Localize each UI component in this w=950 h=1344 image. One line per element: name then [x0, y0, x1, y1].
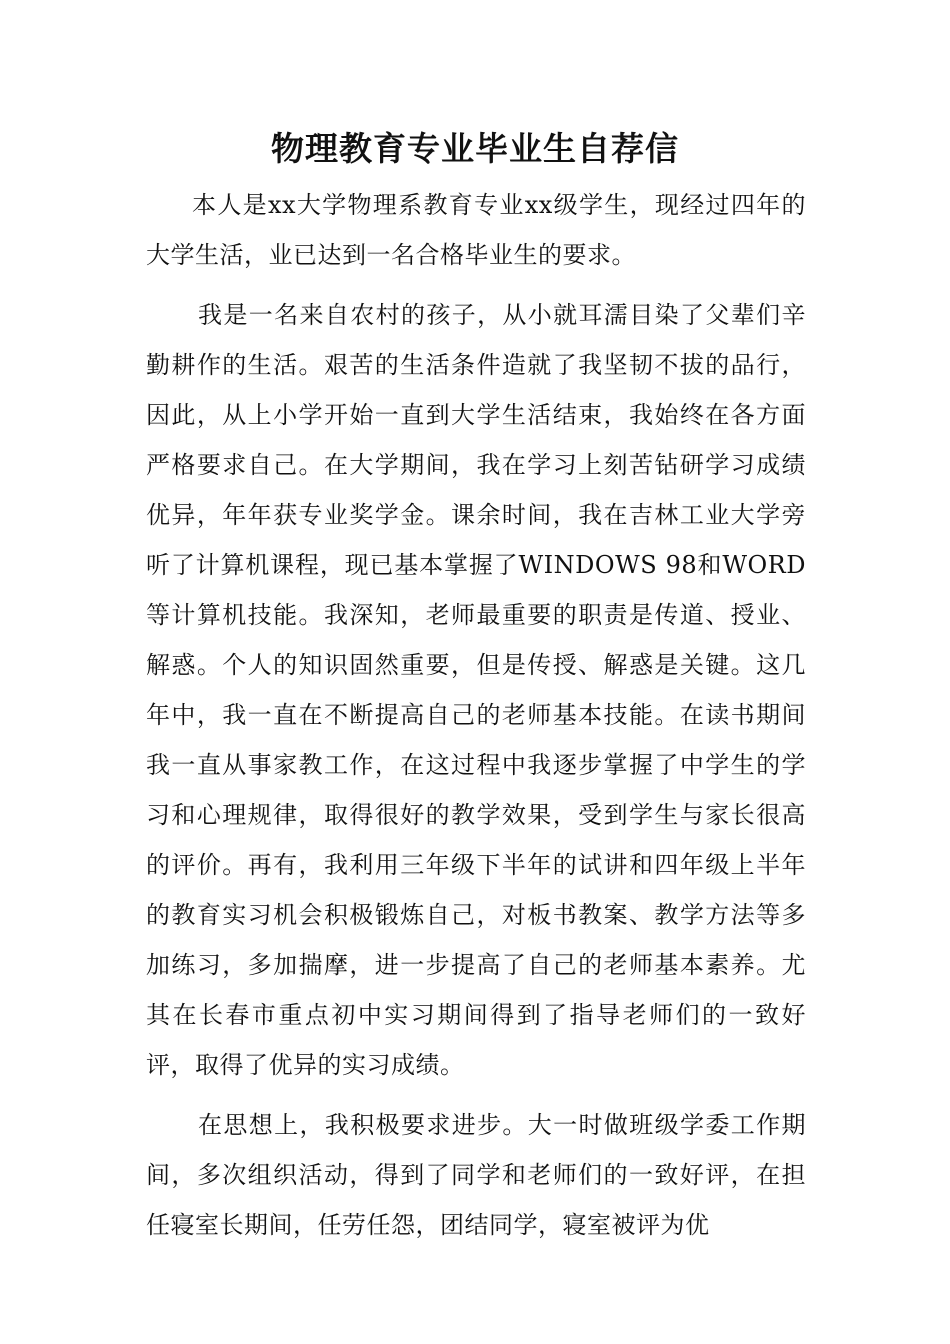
paragraph-background: 我是一名来自农村的孩子，从小就耳濡目染了父辈们辛勤耕作的生活。艰苦的生活条件造就了我坚韧不拔的品行，因此，从上小学开始一直到大学生活结束，我始终在各方面严格要求自己。在大学期间，我在学习上刻苦钻研学习成绩优异，年年获专业奖学金。课余时间，我在吉林工业大学旁听了计算机课程，现已基本掌握了WINDOWS 98和WORD等计算机技能。我深知，老师最重要的职责是传道、授业、解惑。个人的知识固然重要，但是传授、解惑是关键。这几年中，我一直在不断提高自己的老师基本技能。在读书期间我一直从事家教工作，在这过程中我逐步掌握了中学生的学习和心理规律，取得很好的教学效果，受到学生与家长很高的评价。再有，我利用三年级下半年的试讲和四年级上半年的教育实习机会积极锻炼自己，对板书教案、教学方法等多加练习，多加揣摩，进一步提高了自己的老师基本素养。尤其在长春市重点初中实习期间得到了指导老师们的一致好评，取得了优异的实习成绩。	[146, 301, 806, 1079]
document-title: 物理教育专业毕业生自荐信	[271, 129, 679, 168]
paragraph-intro: 本人是xx大学物理系教育专业xx级学生，现经过四年的大学生活，业已达到一名合格毕业生的要求。	[146, 191, 806, 269]
document-body	[146, 180, 806, 1260]
paragraph-ideology: 在思想上，我积极要求进步。大一时做班级学委工作期间，多次组织活动，得到了同学和老师们的一致好评，在担任寝室长期间，任劳任怨，团结同学，寝室被评为优	[146, 1111, 806, 1239]
